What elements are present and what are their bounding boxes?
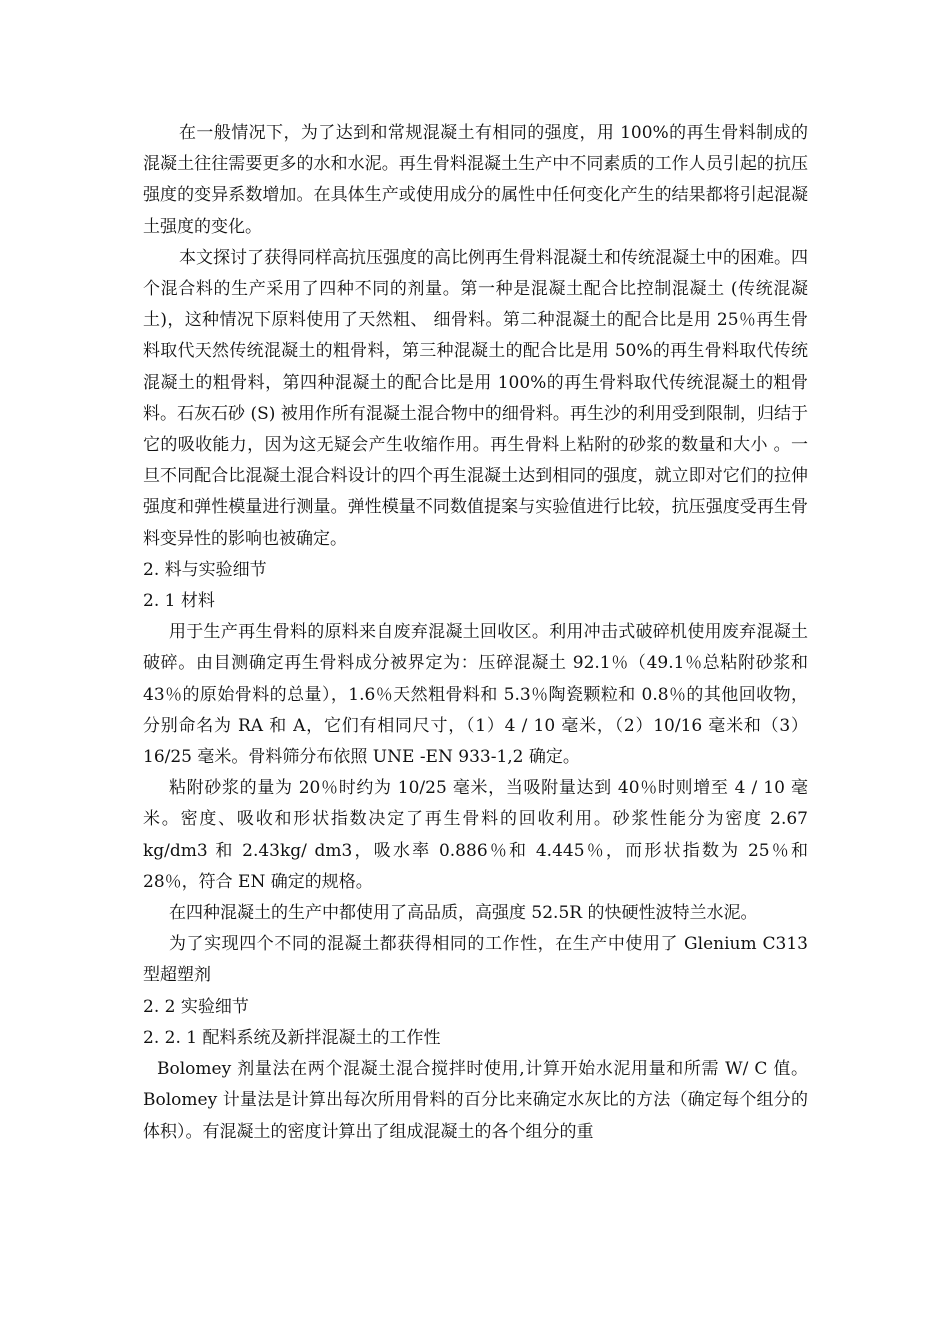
paragraph-adhered-mortar: 粘附砂浆的量为 20％时约为 10/25 毫米，当吸附量达到 40％时则增至 4 / 10 毫米。密度、吸收和形状指数决定了再生骨料的回收利用。砂浆性能分为密度 2.67 kg/dm3 和 2.43kg/ dm3，吸水率 0.886％和 4.445％，而形状指数为 25％和 28％，符合 EN 确定的规格。	[143, 778, 808, 892]
paragraph-bolomey-method: Bolomey 剂量法在两个混凝土混合搅拌时使用,计算开始水泥用量和所需 W/ C 值。Bolomey 计量法是计算出每次所用骨料的百分比来确定水灰比的方法（确定每个组分的体积）。有混凝土的密度计算出了组成混凝土的各个组分的重	[143, 1059, 808, 1142]
document-body	[143, 118, 808, 1148]
section-heading-materials-experiment: 2. 料与实验细节	[143, 559, 267, 580]
paragraph-superplasticizer: 为了实现四个不同的混凝土都获得相同的工作性，在生产中使用了 Glenium C313 型超塑剂	[143, 934, 808, 986]
paragraph-cement: 在四种混凝土的生产中都使用了高品质，高强度 52.5R 的快硬性波特兰水泥。	[169, 903, 758, 924]
subsection-heading-dosing-workability: 2. 2. 1 配料系统及新拌混凝土的工作性	[143, 1027, 441, 1048]
paragraph-recycled-aggregate-source: 用于生产再生骨料的原料来自废弃混凝土回收区。利用冲击式破碎机使用废弃混凝土破碎。由目测确定再生骨料成分被界定为：压碎混凝土 92.1％（49.1％总粘附砂浆和 43％的原始骨料的总量），1.6％天然粗骨料和 5.3％陶瓷颗粒和 0.8％的其他回收物，分别命名为 RA 和 A，它们有相同尺寸，（1）4 / 10 毫米，（2）10/16 毫米和（3）16/25 毫米。骨料筛分布依照 UNE -EN 933-1,2 确定。	[143, 622, 808, 768]
paragraph-mix-design: 本文探讨了获得同样高抗压强度的高比例再生骨料混凝土和传统混凝土中的困难。四个混合料的生产采用了四种不同的剂量。第一种是混凝土配合比控制混凝土 (传统混凝土)，这种情况下原料使用了天然粗、 细骨料。第二种混凝土的配合比是用 25％再生骨料取代天然传统混凝土的粗骨料，第三种混凝土的配合比是用 50%的再生骨料取代传统混凝土的粗骨料，第四种混凝土的配合比是用 100%的再生骨料取代传统混凝土的粗骨料。石灰石砂 (S) 被用作所有混凝土混合物中的细骨料。再生沙的利用受到限制，归结于它的吸收能力，因为这无疑会产生收缩作用。再生骨料上粘附的砂浆的数量和大小 。一旦不同配合比混凝土混合料设计的四个再生混凝土达到相同的强度，就立即对它们的拉伸强度和弹性模量进行测量。弹性模量不同数值提案与实验值进行比较，抗压强度受再生骨料变异性的影响也被确定。	[143, 247, 808, 549]
subsection-heading-experiment-details: 2. 2 实验细节	[143, 996, 249, 1017]
subsection-heading-materials: 2. 1 材料	[143, 591, 215, 612]
paragraph-intro-strength: 在一般情况下，为了达到和常规混凝土有相同的强度，用 100%的再生骨料制成的混凝土往往需要更多的水和水泥。再生骨料混凝土生产中不同素质的工作人员引起的抗压强度的变异系数增加。在具体生产或使用成分的属性中任何变化产生的结果都将引起混凝土强度的变化。	[143, 123, 808, 237]
